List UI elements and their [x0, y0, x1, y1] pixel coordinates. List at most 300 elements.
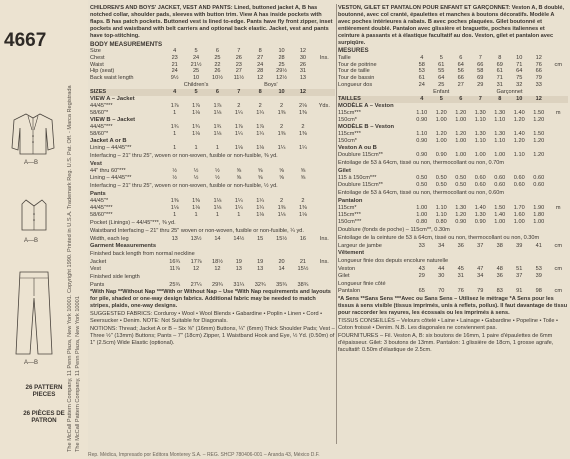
table-cell: 14	[278, 265, 285, 272]
row-label: Waist	[90, 61, 104, 68]
table-cell: 1.00	[494, 218, 506, 225]
table-row	[90, 103, 335, 110]
row-label: 44/45"*	[90, 198, 109, 205]
table-row	[90, 198, 335, 205]
table-row	[338, 110, 568, 117]
table-cell	[314, 124, 335, 131]
pantalon-table	[338, 205, 568, 226]
table-cell: 1.00	[416, 212, 428, 219]
pants-note1: Pocket (Linings) – 44/45"***, ⅜ yd.	[90, 219, 176, 226]
table-cell: 10	[516, 54, 523, 61]
table-cell: 66	[477, 61, 484, 68]
table-cell: ⅝	[279, 168, 284, 175]
table-cell: 1	[215, 145, 219, 152]
mesures-table	[338, 55, 568, 90]
table-cell: 1⅛	[192, 205, 200, 212]
table-cell: 1.10	[474, 138, 486, 145]
table-cell: 0.60	[494, 175, 506, 182]
group-header-fr	[338, 89, 568, 96]
table-cell: 37	[516, 272, 523, 279]
table-cell: 14	[214, 235, 221, 242]
table-cell: 75	[516, 75, 523, 82]
row-label: Doublure 115cm**	[338, 182, 383, 189]
modele-a-table	[338, 110, 568, 124]
row-label: Hip (seat)	[90, 68, 115, 75]
table-cell	[314, 131, 335, 138]
table-cell: 7	[478, 54, 482, 61]
pants-title: Pants	[90, 191, 106, 198]
table-cell: 8	[258, 47, 262, 54]
table-cell	[314, 145, 335, 152]
row-label: 44/45"***	[90, 124, 113, 131]
table-row	[90, 75, 335, 82]
table-cell: 15½	[297, 265, 309, 272]
row-label: Lining – 44/45"**	[90, 175, 132, 182]
row-label: Taille	[338, 54, 351, 61]
table-cell: 14½	[233, 235, 245, 242]
table-cell: 0.60	[494, 182, 506, 189]
row-label: 115 à 150cm***	[338, 175, 377, 182]
group-header	[90, 82, 335, 89]
table-cell: 26	[299, 61, 307, 68]
table-cell: 79	[535, 75, 542, 82]
table-cell: 1⅞	[192, 103, 200, 110]
table-cell: 1⅞	[234, 124, 243, 131]
table-cell: 1¼	[277, 145, 286, 152]
table-cell: 1.30	[474, 212, 486, 219]
table-cell: 4	[173, 47, 177, 54]
table-cell: 31	[496, 82, 503, 89]
table-cell: 4	[420, 96, 424, 103]
table-row	[90, 259, 335, 266]
table-cell	[549, 219, 569, 226]
table-cell: 0.60	[474, 182, 486, 189]
table-cell: ⅝	[236, 175, 242, 182]
table-cell: 33	[535, 82, 542, 89]
table-cell: 2	[237, 103, 241, 110]
table-row	[90, 236, 335, 243]
nap-note: *With Nap **Without Nap ***With or Without Nap – Use *With Nap requirements and layouts for pile, shaded or one-way design fabrics. Additional fabric may be needed to match stripes, plaids, one-way designs.	[90, 289, 331, 310]
table-cell: 58	[477, 68, 484, 75]
table-cell: 1.70	[513, 205, 525, 212]
table-row	[90, 131, 335, 138]
vest-title: Vest	[90, 161, 102, 168]
table-cell: 12	[214, 265, 221, 272]
table-cell: 44	[438, 265, 445, 272]
table-row	[90, 168, 335, 175]
table-cell: 1⅛	[192, 110, 200, 117]
table-cell: 6	[215, 47, 219, 54]
table-cell: 32	[516, 82, 523, 89]
table-cell: 7	[478, 96, 482, 103]
table-cell: 11⅞	[169, 265, 180, 272]
table-cell: 23	[235, 61, 242, 68]
row-label: Lining – 44/45"**	[90, 145, 132, 152]
table-cell: 1.30	[474, 110, 486, 117]
table-cell: 1	[173, 131, 177, 138]
table-cell: 2	[301, 124, 305, 131]
view-a-table	[90, 103, 335, 117]
table-cell: 39	[516, 242, 523, 249]
table-cell: 1	[173, 145, 177, 152]
table-cell: 0.50	[455, 175, 467, 182]
table-row	[338, 62, 568, 69]
table-cell: ½	[215, 175, 220, 182]
table-cell: 18½	[211, 258, 223, 265]
table-cell: ⅝	[257, 168, 263, 175]
footer-imprint: Rep. Médica, Impresado por Editora Monterey S.A. – REG. SHCP 780406-001 – Aranda 43, México D.F.	[88, 452, 320, 458]
table-cell: 27	[235, 68, 242, 75]
table-cell: 1⅜	[277, 205, 286, 212]
vest-note: Interfacing – 21" thru 25", woven or non-woven, fusible or non-fusible, ½ yd.	[90, 183, 278, 190]
table-cell: 43	[418, 265, 425, 272]
group-children: Children's	[183, 82, 209, 89]
table-cell: 25	[278, 61, 285, 68]
table-cell: 1.00	[416, 205, 428, 212]
tissus-conseilles: TISSUS CONSEILLÉS – Velours côtelé • Laine • Lainage • Gabardine • Popeline • Toile • Coton froissé • Denim. N.B. Les diagonales ne conviennent pas.	[338, 318, 558, 331]
table-cell: 24	[418, 82, 425, 89]
table-cell	[549, 68, 569, 75]
table-cell: 1	[194, 212, 198, 219]
table-cell: m	[555, 205, 561, 212]
table-cell: 10	[278, 89, 285, 96]
table-cell: 15	[257, 235, 264, 242]
row-label: Tour de taille	[338, 68, 370, 75]
lining-note: Interfacing – 21" thru 25", woven or non-woven, fusible or non-fusible, ⅜ yd.	[90, 153, 278, 160]
table-cell: 12	[192, 265, 200, 272]
table-cell: 1.30	[474, 131, 486, 138]
table-cell: 29	[477, 82, 484, 89]
row-label: Width, each leg	[90, 235, 129, 242]
table-row	[338, 219, 568, 226]
table-cell: 29¾	[211, 281, 223, 288]
table-row	[338, 138, 568, 145]
table-cell: 34	[438, 242, 445, 249]
table-cell: 6	[459, 54, 463, 61]
table-cell: 21	[299, 258, 307, 265]
table-cell: 1⅜	[299, 131, 307, 138]
table-cell: 8	[498, 96, 502, 103]
vetement-table-2	[338, 288, 568, 295]
table-cell: 37	[477, 242, 484, 249]
table-cell: 1	[194, 145, 198, 152]
vetement-sub2: Longueur finie côté	[338, 280, 386, 287]
gilet-title: Gilet	[338, 168, 351, 175]
table-cell: 76	[535, 61, 542, 68]
table-cell: 13	[299, 75, 307, 82]
garment-sub2: Finished side length	[90, 273, 140, 280]
row-label: Largeur de jambe	[338, 242, 382, 249]
table-cell: 13	[235, 265, 242, 272]
table-cell: 58	[418, 61, 425, 68]
table-cell: 0.60	[474, 175, 486, 182]
table-cell: 2	[280, 198, 284, 205]
table-cell: Ins.	[319, 54, 329, 61]
body-measurements-table	[90, 48, 335, 83]
table-cell: ½	[215, 168, 220, 175]
table-cell: 70	[438, 288, 445, 295]
table-cell: 1⅛	[213, 205, 222, 212]
table-row	[338, 55, 568, 62]
table-cell: 23	[171, 54, 178, 61]
row-label: 58/60"*	[90, 131, 109, 138]
table-cell: 33	[418, 242, 425, 249]
table-cell	[314, 89, 335, 96]
table-cell: 1.20	[513, 117, 525, 124]
modele-b-title: MODÈLE B – Veston	[338, 124, 395, 130]
table-cell	[549, 138, 569, 145]
english-description: CHILDREN'S AND BOYS' JACKET, VEST AND PANTS: Lined, buttoned jacket A, B has notched collar, shoulder pads, sleeves with button trim. View A has inside pockets with flaps. B has patch pockets. Buttoned vest is lined to-edge. Pants have fly front zipper, inset pockets and waistband with belt carriers and optional back elastic. Jacket, vest and pants have top-stitching.	[90, 5, 333, 39]
veston-ab-note: Entoilage de 53 à 64cm, tissé ou non, thermocollant ou non, 0.70m	[338, 160, 505, 167]
table-cell: 1¼	[234, 198, 243, 205]
table-cell: 83	[496, 288, 503, 295]
table-cell: 26	[235, 54, 242, 61]
table-cell: 1⅜	[277, 131, 286, 138]
table-cell: 10½	[211, 75, 223, 82]
table-cell: 1¼	[256, 198, 265, 205]
vest-sketch-icon	[14, 196, 54, 236]
table-cell	[549, 175, 569, 182]
row-label: Gilet	[338, 272, 350, 279]
table-cell: 1¼	[256, 110, 265, 117]
fournitures: FOURNITURES – Fil. Veston A, B: six boutons de 16mm, 1 paire d'épaulettes de 6mm d'épaisseur. Gilet: 3 boutons de 13mm. Pantalon: 1 glissière de 18cm, 1 grosse agrafe, facultatif: 0.50m d'élastique de 2.5cm.	[338, 332, 554, 353]
table-cell	[314, 62, 335, 69]
table-cell: 1⅜	[170, 198, 179, 205]
table-cell: 1	[173, 212, 177, 219]
row-label: 44/45"***	[90, 205, 113, 212]
row-label: Jacket	[90, 258, 107, 265]
row-label: SIZES	[90, 89, 107, 96]
table-cell: 64	[438, 75, 445, 82]
lining-table	[90, 145, 335, 152]
table-cell: 27¼	[190, 281, 202, 288]
table-cell: 24	[257, 61, 264, 68]
table-cell: 1⅛	[256, 212, 265, 219]
table-cell: 1⅞	[256, 124, 265, 131]
row-label: TAILLES	[338, 96, 361, 103]
table-cell: 0.50	[416, 175, 428, 182]
table-cell	[549, 75, 569, 82]
table-cell: 1.20	[455, 212, 467, 219]
table-cell: 1	[237, 212, 241, 219]
mesures-title: MESURES	[338, 47, 369, 55]
table-row	[90, 110, 335, 117]
row-label: 150cm*	[338, 117, 357, 124]
row-label: 115cm***	[338, 131, 361, 138]
table-cell: 0.90	[455, 218, 467, 225]
table-cell: 0.80	[416, 218, 428, 225]
table-cell: 4	[420, 54, 424, 61]
row-label: 115cm***	[338, 110, 361, 117]
table-cell: 1.20	[435, 110, 447, 117]
table-cell: 6	[215, 89, 219, 96]
table-cell: 1⅛	[277, 212, 286, 219]
table-cell: 8	[258, 89, 262, 96]
french-description: VESTON, GILET ET PANTALON POUR ENFANT ET GARÇONNET: Veston A, B doublé, boutonné, avec col cranté, épaulettes et manches à boutons décoratifs. Modèle A avec poches intérieures à rabats. B avec poches plaquées. Gilet boutonné et entièrement doublé. Pantalon avec glissière et braguette, poches italiennes et ceinture à passants et à élastique facultatif au dos. Veston, gilet et pantalon avec surpiqûre.	[338, 5, 565, 46]
table-cell: 25¾	[169, 281, 181, 288]
table-cell: 91	[516, 288, 523, 295]
table-row	[338, 175, 568, 182]
table-cell: 12	[535, 54, 542, 61]
table-cell: 28	[257, 68, 264, 75]
table-row	[338, 266, 568, 273]
table-cell: 1⅛	[256, 145, 265, 152]
vetement-title: Vêtement	[338, 249, 365, 256]
table-cell: 35¾	[276, 281, 287, 288]
table-cell: 38	[496, 242, 503, 249]
table-cell: 1.10	[435, 205, 447, 212]
garment-table-1	[90, 259, 335, 273]
table-cell: 39	[535, 272, 542, 279]
body-measurements-title: BODY MEASUREMENTS	[90, 40, 163, 48]
table-cell: 53	[535, 265, 542, 272]
table-cell: 8	[498, 54, 502, 61]
table-cell: 71	[496, 75, 503, 82]
vest-figure-label: A—B	[24, 238, 39, 244]
pattern-pieces-fr: 26 PIÈCES DE PATRON	[23, 410, 65, 424]
table-cell: 1.00	[455, 138, 467, 145]
table-cell: 0.60	[533, 182, 545, 189]
table-cell: 12	[257, 75, 264, 82]
table-row	[90, 124, 335, 131]
sizes-row	[90, 89, 335, 96]
table-cell: 0.90	[416, 138, 428, 145]
table-cell: cm	[554, 61, 562, 68]
table-cell: 45	[457, 265, 464, 272]
row-label: 58/60"***	[90, 212, 113, 219]
table-cell: cm	[554, 242, 562, 249]
table-cell: 56	[457, 68, 464, 75]
table-row	[338, 96, 568, 103]
table-row	[90, 282, 335, 289]
gilet-table	[338, 175, 568, 189]
table-cell: 11½	[233, 75, 245, 82]
table-cell: 36	[496, 272, 503, 279]
table-cell: 1.00	[533, 218, 545, 225]
table-cell: 2⅛	[299, 103, 307, 110]
table-cell: 53	[418, 68, 425, 75]
modele-a-title: MODÈLE A – Veston	[338, 102, 394, 109]
table-cell: 1.20	[533, 117, 545, 124]
table-cell: 1.20	[533, 138, 545, 145]
copyright-line: The McCall Pattern Company, 11 Penn Plaza, New York 10001. Copyright 1990. Printed in U.S.A. Trademark Reg. U.S. Pat. Off. - Marca Registrada	[67, 85, 73, 452]
table-cell: 1.10	[474, 117, 486, 124]
table-cell: 51	[516, 265, 523, 272]
group-garconnet: Garçonnet	[496, 89, 523, 96]
row-label: 150cm*	[338, 138, 357, 145]
table-cell: 26	[214, 68, 221, 75]
table-cell: 76	[457, 288, 464, 295]
table-cell: 1.20	[435, 131, 447, 138]
table-cell: 0.60	[513, 175, 525, 182]
table-cell: ⅝	[300, 175, 306, 182]
table-cell: Yds.	[318, 103, 330, 110]
table-cell: 25	[192, 68, 200, 75]
table-cell	[549, 152, 569, 159]
publisher-line: The McCall Pattern Company, 11 Penn Plaza, New York 10001	[75, 296, 81, 452]
table-cell: m	[555, 110, 561, 117]
table-cell: 15½	[276, 235, 287, 242]
table-cell: 1.20	[513, 138, 525, 145]
table-cell: 1¼	[234, 131, 243, 138]
table-cell: 5	[194, 89, 198, 96]
table-cell: cm	[554, 288, 562, 295]
table-cell: 5	[194, 47, 198, 54]
table-cell	[549, 273, 569, 280]
row-label: Longueur dos	[338, 82, 373, 89]
table-cell: ⅝	[279, 175, 284, 182]
table-row	[90, 48, 335, 55]
pants-note2: Waistband Interfacing – 21" thru 25" woven or non-woven, fusible or non-fusible, ¼ yd.	[90, 227, 304, 234]
table-cell: 65	[418, 288, 425, 295]
table-cell: 1.30	[455, 205, 467, 212]
table-cell	[314, 48, 335, 55]
table-cell: 19	[257, 258, 264, 265]
table-cell: 1.20	[455, 131, 467, 138]
table-cell: Ins.	[319, 258, 329, 265]
table-cell: 13	[171, 235, 178, 242]
table-row	[338, 131, 568, 138]
table-cell: 9½	[170, 75, 179, 82]
table-cell: 27	[457, 82, 464, 89]
table-cell: 1⅛	[213, 110, 222, 117]
tailles-row	[338, 96, 568, 103]
vest-table	[90, 168, 335, 182]
table-cell: 47	[477, 265, 484, 272]
table-cell: 0.50	[416, 182, 428, 189]
table-cell: 1.40	[494, 212, 506, 219]
table-cell	[314, 168, 335, 175]
table-cell	[549, 55, 569, 62]
table-cell: 1.10	[494, 117, 506, 124]
table-cell: 28	[278, 54, 285, 61]
row-label: 58/60"*	[90, 110, 109, 117]
table-cell: 1.10	[416, 110, 428, 117]
table-cell: 1⅜	[277, 110, 286, 117]
table-cell: ½	[193, 168, 199, 175]
table-cell: 1¼	[234, 205, 243, 212]
table-cell: 12	[299, 47, 307, 54]
table-cell: 1	[215, 212, 219, 219]
table-cell	[549, 117, 569, 124]
table-cell: 1.10	[435, 212, 447, 219]
table-cell: 1.00	[494, 152, 506, 159]
french-column	[338, 4, 568, 355]
table-row	[338, 182, 568, 189]
garment-sub1: Finished back length from normal neckline	[90, 250, 195, 257]
table-cell: 1.50	[533, 131, 545, 138]
row-label: 44" thru 60"***	[90, 168, 126, 175]
veston-ab-title: Veston A ou B	[338, 145, 377, 152]
table-cell: 2	[280, 103, 284, 110]
garment-table-2	[90, 282, 335, 289]
table-cell: 1¾	[213, 124, 222, 131]
table-cell: 2	[258, 103, 262, 110]
pattern-pieces-en: 26 PATTERN PIECES	[25, 384, 63, 398]
table-cell: 38¾	[297, 281, 309, 288]
table-cell: 71	[516, 61, 523, 68]
table-cell: 1.30	[494, 131, 506, 138]
table-cell: 0.60	[533, 175, 545, 182]
table-cell: 1⅞	[170, 103, 179, 110]
table-cell: 1.10	[513, 152, 525, 159]
table-cell: 61	[438, 61, 445, 68]
pants-width-table	[90, 236, 335, 243]
table-row	[90, 55, 335, 62]
table-row	[90, 145, 335, 152]
table-cell: 29	[418, 272, 425, 279]
table-cell: 1¼	[256, 131, 265, 138]
